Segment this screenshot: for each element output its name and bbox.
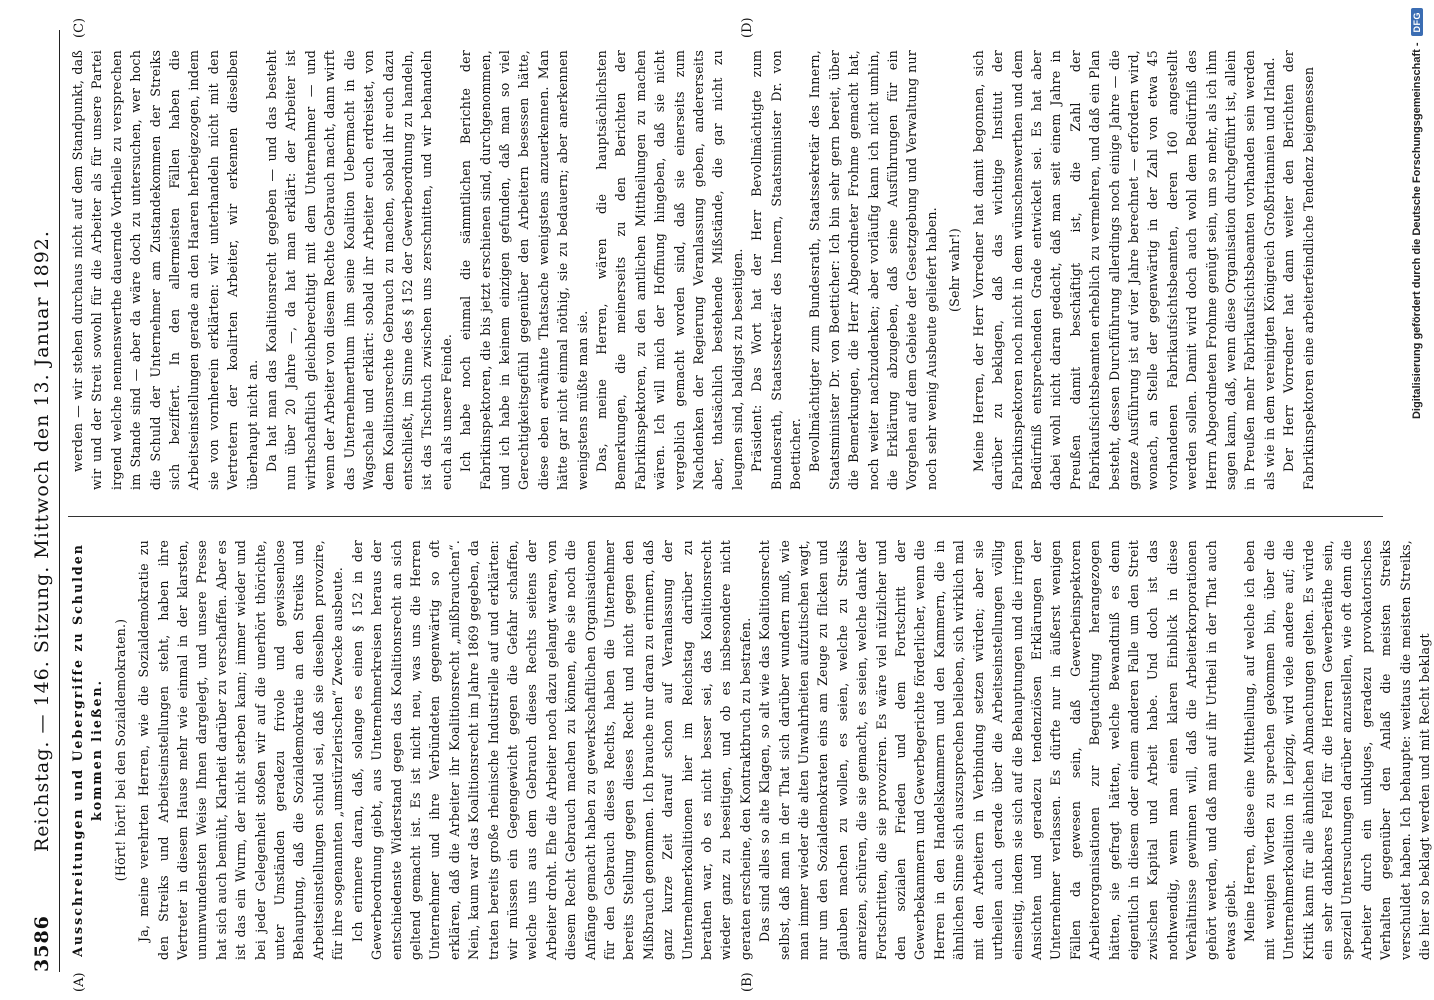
column-divider xyxy=(68,516,1383,517)
paragraph: Meine Herren, der Herr Vorredner hat damit begonnen, sich darüber zu beklagen, daß das wichtige Institut der Fabrikinspektoren noch nicht in dem wünschenswerthen und dem Bedürfniß entsprechenden Grade entwickelt sei. Es hat aber dabei wohl nicht daran gedacht, daß man seit einem Jahre in Preußen damit beschäftigt ist, die Zahl der Fabrikaufsichtsbeamten erheblich zu vermehren, und daß ein Plan besteht, dessen Durchführung allerdings noch einige Jahre — die ganze Ausführung ist auf vier Jahre berechnet — erfordern wird, wonach, an Stelle der gegenwärtig in der Zahl von etwa 45 vorhandenen Fabrikaufsichtsbeamten, deren 160 angestellt werden sollen. Damit wird doch auch wohl dem Bedürfniß des Herrn Abgeordneten Frohme genügt sein, um so mehr, als ich ihm sagen kann, daß, wenn diese Organisation durchgeführt ist, allein in Preußen mehr Fabrikaufsichtsbeamten vorhanden sein werden als wie in dem vereinigten Königreich Großbritannien und Irland. xyxy=(970,50,1277,490)
running-title: Reichstag. — 146. Sitzung. Mittwoch den 13. Januar 1892. xyxy=(31,230,53,852)
digitization-footer xyxy=(1404,0,1430,1000)
margin-marker-a: (A) xyxy=(72,972,87,992)
paragraph: Das, meine Herren, wären die hauptsächlichsten Bemerkungen, die meinerseits zu den Berichten der Fabrikinspektoren, zu den amtlichen Mittheilungen zu machen wären. Ich will mich der Hoffnung hingeben, daß sie nicht vergeblich gemacht worden sind, daß sie einerseits zum Nachdenken der Regierung Veranlassung geben, andererseits aber, thatsächlich bestehende Mißstände, die gar nicht zu leugnen sind, baldigst zu beseitigen. xyxy=(593,50,745,490)
page-number: 3586 xyxy=(31,915,53,972)
margin-marker-b: (B) xyxy=(740,972,755,992)
speaker-paragraph: Bevollmächtigter zum Bundesrath, Staatssekretär des Innern, Staatsminister Dr. von Boetticher: Ich bin sehr gern bereit, über die Bemerkungen, die Herr Abgeordneter Frohme gemacht hat, noch weiter nachzudenken; aber vorläufig kann ich nicht umhin, die Erklärung abzugeben, daß seine Ausführungen für ein Vorgehen auf dem Gebiete der Gesetzgebung und Verwaltung nur noch sehr wenig Ausbeute geliefert haben. xyxy=(807,50,939,490)
paragraph: Ich erinnere daran, daß, solange es einen § 152 in der Gewerbeordnung giebt, aus Unternehmerkreisen heraus der entschiedenste Widerstand gegen das Koalitionsrecht an sich geltend gemacht ist. Es ist nicht neu, was uns die Herren Unternehmer und ihre Verbündeten gegenwärtig so oft erklären, daß die Arbeiter ihr Koalitionsrecht „mißbrauchen“. Nein, kaum war das Koalitionsrecht im Jahre 1869 gegeben, da traten bereits große rheinische Industrielle auf und erklärten: wir müssen ein Gegengewicht gegen die Gefahr schaffen, welche uns aus dem Gebrauch dieses Rechts seitens der Arbeiter droht. Ehe die Arbeiter noch dazu gelangt waren, von diesem Recht Gebrauch machen zu können, ehe sie noch die Anfänge gemacht haben zu gewerkschaftlichen Organisationen für den Gebrauch dieses Rechts, haben die Unternehmer bereits Stellung gegen dieses Recht und nicht gegen den Mißbrauch genommen. Ich brauche nur daran zu erinnern, daß ganz kurze Zeit darauf schon auf Veranlassung der Unternehmerkoalitionen hier im Reichstag darüber zu berathen war, ob es nicht besser sei, das Koalitionsrecht wieder ganz zu beseitigen, und ob es insbesondere nicht geraten erscheine, den Kontraktbruch zu bestrafen. xyxy=(349,540,753,960)
paragraph: Ausschreitungen und Uebergriffe zu Schulden kommen ließen. xyxy=(70,543,105,957)
right-text-column xyxy=(68,50,1388,490)
interjection: (Sehr wahr!) xyxy=(947,228,963,312)
interjection: (Hört! hört! bei den Sozialdemokraten.) xyxy=(112,618,128,882)
dfg-logo: DFG xyxy=(1411,8,1423,37)
paragraph: Ja, meine verehrten Herren, wie die Sozialdemokratie zu den Streiks und Arbeitseinstellungen steht, haben ihre Vertreter in diesem Hause mehr wie einmal in der klarsten, unumwundensten Weise Ihnen dargelegt, und unsere Presse hat sich auch bemüht, Klarheit darüber zu verschaffen. Aber es ist das ein Wurm, der nicht sterben kann; immer wieder und bei jeder Gelegenheit stoßen wir auf die unerhört thörichte, unter Umständen geradezu frivole und gewissenlose Behauptung, daß die Sozialdemokratie an den Streiks und Arbeitseinstellungen schuld sei, daß sie dieselben provozire, für ihre sogenannten „umstürzlerischen“ Zwecke ausbeute. xyxy=(136,540,346,960)
credit-text: Digitalisierung gefördert durch die Deutsche Forschungsgemeinschaft - xyxy=(1411,42,1423,420)
paragraph: Ich habe noch einmal die sämmtlichen Berichte der Fabrikinspektoren, die bis jetzt erschienen sind, durchgenommen, und ich habe in keinem einzigen gefunden, daß man so viel Gerechtigkeitsgefühl gegenüber den Arbeitern besessen hätte, diese eben erwähnte Thatsache wenigstens anzuerkennen. Man hätte gar nicht einmal nöthig, sie zu bedauern; aber anerkennen wenigstens müßte man sie. xyxy=(458,50,590,490)
paragraph: Meine Herren, diese eine Mittheilung, auf welche ich eben mit wenigen Worten zu sprechen gekommen bin, über die Unternehmerkoalition in Leipzig, wird viele andere auf; die Kritik kann für alle ähnlichen Abmachungen gelten. Es würde ein sehr dankbares Feld für die Herren Gewerberäthe sein, speziell Untersuchungen darüber anzustellen, wie oft denn die Arbeiter durch ein unkluges, geradezu provokatorisches Verhalten gegenüber den Anlaß die meisten Streiks verschuldet haben. Ich behaupte: weitaus die meisten Streiks, die hier so beklagt werden und mit Recht beklagt xyxy=(1242,540,1433,960)
margin-marker-c: (C) xyxy=(72,17,87,38)
paragraph: Das sind alles so alte Klagen, so alt wie das Koalitionsrecht selbst, daß man in der That sich darüber wundern muß, wie man immer wieder die alten Unwahrheiten aufzutischen wagt, nur um den Sozialdemokraten eins am Zeuge zu flicken und glauben machen zu wollen, es seien, welche zu Streiks anreizen, schüren, die sie gemacht, es seien, welche dank der Fortschritten, die sie provoziren. Es wäre viel nützlicher und den sozialen Frieden und dem Fortschritt der Gewerbekammern und Gewerbegerichte förderlicher, wenn die Herren in den Handelskammern und den Kammern, die in ähnlichen Sinne sich auszusprechen belieben, sich wirklich mal mit den Arbeitern in Verbindung setzen würden; aber sie urtheilen auch gerade über die Arbeitseinstellungen völlig einseitig, indem sie sich auf die Behauptungen und die irrigen Ansichten und geradezu tendenziösen Erklärungen der Unternehmer verlassen. Es dürfte nur in äußerst wenigen Fällen da gewesen sein, daß Gewerbeinspektoren Arbeiterorganisationen zur Begutachtung herangezogen hätten, sie gefragt hätten, welche Bewandtniß es denn eigentlich in diesem oder einem anderen Falle um den Streit zwischen Kapital und Arbeit habe. Und doch ist das nothwendig, wenn man einen klaren Einblick in diese Verhältnisse gewinnen will, daß die Arbeiterkorporationen gehört werden, und daß man auf ihr Urtheil in der That auch etwas giebt. xyxy=(757,540,1238,960)
left-text-column xyxy=(68,540,1433,960)
margin-marker-d: (D) xyxy=(740,17,755,38)
paragraph: Der Herr Vorredner hat dann weiter den Berichten der Fabrikinspektoren eine arbeiterfeindliche Tendenz beigemessen xyxy=(1281,50,1316,490)
paragraph: werden — wir stehen durchaus nicht auf dem Standpunkt, daß wir und der Streit sowohl für die Arbeiter als für unsere Partei irgend welche nennenswerthe dauernde Vortheile zu versprechen im Stande sind — aber da wäre doch zu untersuchen, wer hoch die Schuld der Unternehmer am Zustandekommen der Streiks sich beziffert. In den allermeisten Fällen haben die Arbeitseinstellungen gerade an den Haaren herbeigezogen, indem sie von vornherein erklärten: wir unterhandeln nicht mit den Vertretern der koalirten Arbeiter, wir erkennen dieselben überhaupt nicht an. xyxy=(70,50,260,490)
page-header xyxy=(0,30,60,972)
paragraph: Da hat man das Koalitionsrecht gegeben — und das besteht nun über 20 Jahre —, da hat man erklärt: der Arbeiter ist wirthschaftlich gleichberechtigt mit dem Unternehmer — und wenn der Arbeiter von diesem Rechte Gebrauch macht, dann wirft das Unternehmerthum ihm seine Koalition Uebermacht in die Wagschale und erklärt: sobald ihr Arbeiter euch erdreistet, von dem Koalitionsrechte Gebrauch zu machen, sobald ihr euch dazu entschließt, im Sinne des § 152 der Gewerbeordnung zu handeln, ist das Tischtuch zwischen uns zerschnitten, und wir behandeln euch als unsere Feinde. xyxy=(264,50,454,490)
credit-line xyxy=(1404,0,1430,1000)
speaker-paragraph: Präsident: Das Wort hat der Herr Bevollmächtigte zum Bundesrath, Staatssekretär des Innern, Staatsminister Dr. von Boetticher. xyxy=(749,50,804,490)
